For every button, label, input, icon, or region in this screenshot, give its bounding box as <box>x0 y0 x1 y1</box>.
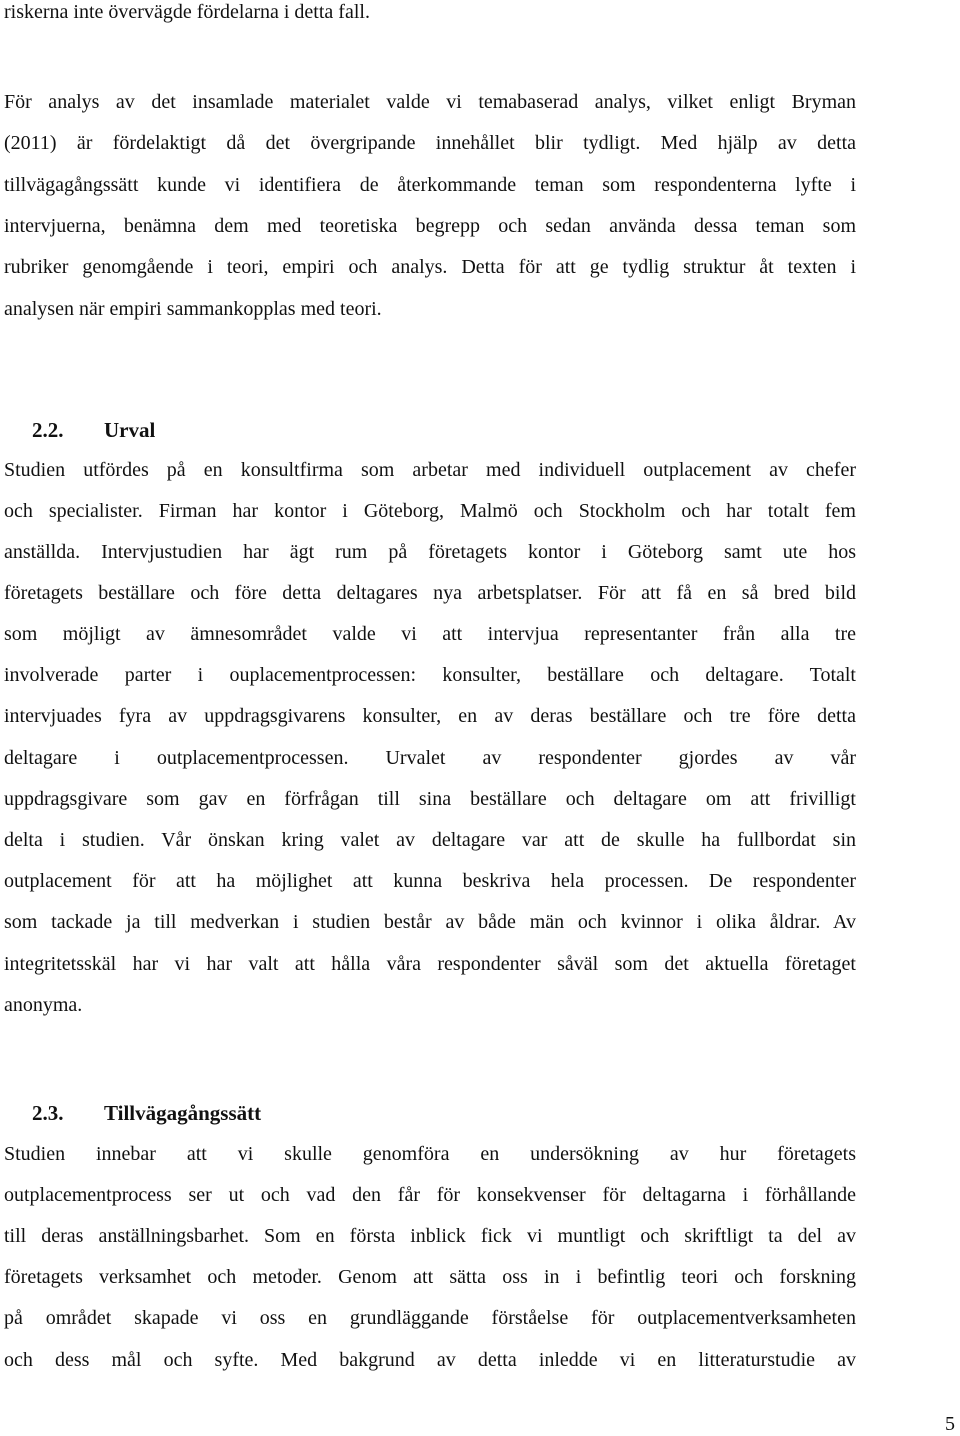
paragraph-line: anonyma. <box>4 994 83 1016</box>
paragraph-line: riskerna inte övervägde fördelarna i detta fall. <box>4 1 370 23</box>
paragraph-line: uppdragsgivare som gav en förfrågan till sina beställare och deltagare om att frivilligt <box>4 788 856 810</box>
section-title: Tillvägagångssätt <box>104 1101 262 1125</box>
paragraph-line: intervjuerna, benämna dem med teoretiska begrepp och sedan använda dessa teman som <box>4 215 856 237</box>
section-heading <box>32 1101 261 1125</box>
paragraph-line: integritetsskäl har vi har valt att hålla våra respondenter såväl som det aktuella företaget <box>4 953 856 975</box>
paragraph-line: till deras anställningsbarhet. Som en första inblick fick vi muntligt och skriftligt ta del av <box>4 1225 856 1247</box>
paragraph-line: intervjuades fyra av uppdragsgivarens konsulter, en av deras beställare och tre före detta <box>4 705 856 727</box>
paragraph-line: deltagare i outplacementprocessen. Urvalet av respondenter gjordes av vår <box>4 747 856 769</box>
paragraph-line: outplacementprocess ser ut och vad den får för konsekvenser för deltagarna i förhållande <box>4 1184 856 1206</box>
paragraph-line: Studien innebar att vi skulle genomföra en undersökning av hur företagets <box>4 1143 856 1165</box>
paragraph-line: och dess mål och syfte. Med bakgrund av detta inledde vi en litteraturstudie av <box>4 1349 856 1371</box>
paragraph-line: anställda. Intervjustudien har ägt rum på företagets kontor i Göteborg samt ute hos <box>4 541 856 563</box>
paragraph-line: analysen när empiri sammankopplas med teori. <box>4 298 382 320</box>
paragraph-line: företagets beställare och före detta deltagares nya arbetsplatser. För att få en så bred bild <box>4 582 856 604</box>
paragraph-line: För analys av det insamlade materialet valde vi temabaserad analys, vilket enligt Bryman <box>4 91 856 113</box>
paragraph-line: och specialister. Firman har kontor i Göteborg, Malmö och Stockholm och har totalt fem <box>4 500 856 522</box>
paragraph-line: rubriker genomgående i teori, empiri och analys. Detta för att ge tydlig struktur åt texten i <box>4 256 856 278</box>
paragraph-line: Studien utfördes på en konsultfirma som arbetar med individuell outplacement av chefer <box>4 459 856 481</box>
paragraph-line: involverade parter i ouplacementprocessen: konsulter, beställare och deltagare. Totalt <box>4 664 856 686</box>
section-heading <box>32 418 155 442</box>
section-number: 2.2. <box>32 418 64 442</box>
paragraph-line: som möjligt av ämnesområdet valde vi att intervjua representanter från alla tre <box>4 623 856 645</box>
page-number: 5 <box>945 1413 955 1435</box>
paragraph-line: outplacement för att ha möjlighet att kunna beskriva hela processen. De respondenter <box>4 870 856 892</box>
paragraph-line: på området skapade vi oss en grundläggande förståelse för outplacementverksamheten <box>4 1307 856 1329</box>
paragraph-line: företagets verksamhet och metoder. Genom att sätta oss in i befintlig teori och forskning <box>4 1266 856 1288</box>
paragraph-line: delta i studien. Vår önskan kring valet av deltagare var att de skulle ha fullbordat sin <box>4 829 856 851</box>
paragraph-line: (2011) är fördelaktigt då det övergripande innehållet blir tydligt. Med hjälp av detta <box>4 132 856 154</box>
paragraph-line: som tackade ja till medverkan i studien består av både män och kvinnor i olika åldrar. Av <box>4 911 856 933</box>
section-title: Urval <box>104 418 156 442</box>
paragraph-line: tillvägagångssätt kunde vi identifiera de återkommande teman som respondenterna lyfte i <box>4 174 856 196</box>
section-number: 2.3. <box>32 1101 64 1125</box>
